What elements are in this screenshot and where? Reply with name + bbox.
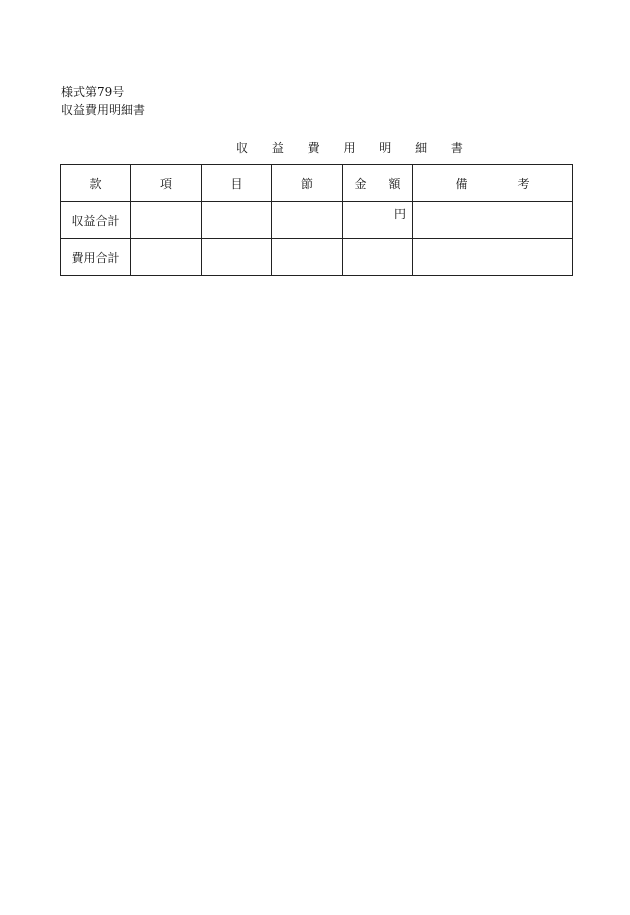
header-kan: 款 (61, 165, 131, 202)
cell-moku[interactable] (202, 239, 272, 276)
row-label: 収益合計 (61, 202, 131, 239)
header-moku: 目 (202, 165, 272, 202)
header-amount-part-a: 金 (354, 176, 367, 191)
cell-remarks[interactable] (413, 239, 573, 276)
row-label: 費用合計 (61, 239, 131, 276)
table-row (61, 202, 573, 239)
form-name: 収益費用明細書 (61, 103, 146, 117)
table-row (61, 239, 573, 276)
cell-amount[interactable] (343, 239, 413, 276)
header-remarks-part-a: 備 (455, 176, 468, 191)
table-header-row (61, 165, 573, 202)
header-remarks-part-b: 考 (517, 176, 530, 191)
cell-setsu[interactable] (272, 202, 343, 239)
cell-kou[interactable] (131, 202, 202, 239)
header-amount (343, 165, 413, 202)
header-kou: 項 (131, 165, 202, 202)
cell-amount[interactable] (343, 202, 413, 239)
cell-moku[interactable] (202, 202, 272, 239)
revenue-expense-table (60, 164, 573, 276)
cell-setsu[interactable] (272, 239, 343, 276)
header-remarks (413, 165, 573, 202)
cell-remarks[interactable] (413, 202, 573, 239)
header-amount-part-b: 額 (388, 176, 401, 191)
yen-unit: 円 (393, 207, 406, 221)
document-title: 収 益 費 用 明 細 書 (236, 141, 473, 155)
header-setsu: 節 (272, 165, 343, 202)
cell-kou[interactable] (131, 239, 202, 276)
form-number: 様式第79号 (61, 85, 125, 99)
